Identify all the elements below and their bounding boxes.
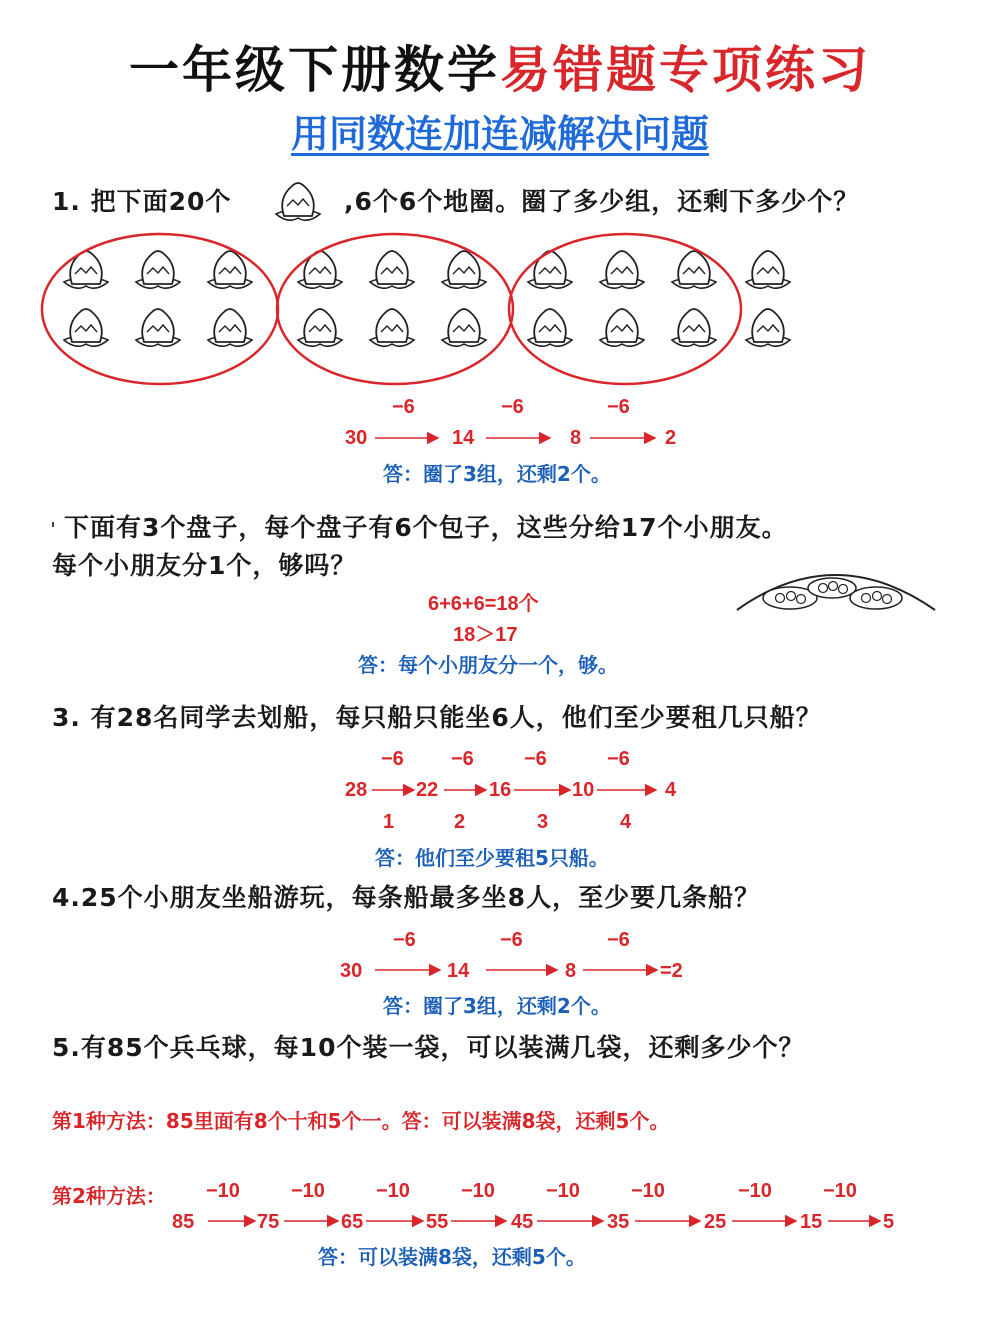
q5-op: −10	[376, 1180, 410, 1202]
peach-icon	[136, 309, 180, 346]
peach-icon	[64, 251, 108, 288]
peach-icon-inline	[276, 183, 320, 220]
q5-op: −10	[631, 1180, 665, 1202]
q1-num: 8	[570, 427, 582, 449]
q3-num: 28	[345, 779, 368, 801]
q2-answer: 答：每个小朋友分一个，够。	[358, 653, 618, 677]
q3-op: −6	[524, 748, 547, 770]
q2-calc1: 6+6+6=18个	[428, 593, 539, 615]
q3-op: −6	[381, 748, 404, 770]
q4-text: 4.25个小朋友坐船游玩，每条船最多坐8人，至少要几条船？	[52, 883, 761, 912]
q5-op: −10	[206, 1180, 240, 1202]
q5-method1: 第1种方法：85里面有8个十和5个一。答：可以装满8袋，还剩5个。	[52, 1109, 670, 1133]
q1-op: −6	[607, 396, 630, 418]
q2-line1: 下面有3个盘子，每个盘子有6个包子，这些分给17个小朋友。	[64, 513, 788, 542]
q5-num: 25	[704, 1211, 727, 1233]
q3-op: −6	[607, 748, 630, 770]
q4-num: 8	[565, 960, 577, 982]
peach-icon	[208, 309, 252, 346]
q5-num: 75	[257, 1211, 280, 1233]
q3-count: 4	[620, 811, 632, 833]
q5-num: 85	[172, 1211, 195, 1233]
q1-op: −6	[501, 396, 524, 418]
q5-op: −10	[823, 1180, 857, 1202]
q3-num: 10	[572, 779, 595, 801]
peach-icon	[298, 309, 342, 346]
q5-method2-label: 第2种方法：	[52, 1184, 166, 1208]
q5-num: 5	[883, 1211, 895, 1233]
plate-illustration	[737, 575, 935, 610]
peach-icon	[136, 251, 180, 288]
q3-num: 22	[416, 779, 439, 801]
peach-icon	[528, 251, 572, 288]
q4-op: −6	[607, 929, 630, 951]
q4-answer: 答：圈了3组，还剩2个。	[383, 994, 611, 1018]
peach-icon	[370, 251, 414, 288]
q4-op: −6	[500, 929, 523, 951]
subtitle-text: 用同数连加连减解决问题	[290, 112, 709, 156]
q3-count: 3	[537, 811, 549, 833]
q5-op: −10	[461, 1180, 495, 1202]
q3-count: 1	[383, 811, 395, 833]
q3-num: 4	[665, 779, 677, 801]
peach-grid	[64, 251, 790, 346]
q1-num: 30	[345, 427, 368, 449]
q2-number-mark	[52, 522, 59, 527]
q3-text: 3. 有28名同学去划船，每只船只能坐6人，他们至少要租几只船？	[52, 703, 822, 732]
peach-icon	[746, 309, 790, 346]
q5-num: 35	[607, 1211, 630, 1233]
q4-op: −6	[393, 929, 416, 951]
q1-answer: 答：圈了3组，还剩2个。	[383, 462, 611, 486]
q5-op: −10	[738, 1180, 772, 1202]
peach-icon	[528, 309, 572, 346]
q5-num: 65	[341, 1211, 364, 1233]
q5-num: 55	[426, 1211, 449, 1233]
q1-num: 14	[452, 427, 475, 449]
peach-icon	[298, 251, 342, 288]
q5-answer: 答：可以装满8袋，还剩5个。	[318, 1245, 586, 1269]
peach-icon	[370, 309, 414, 346]
q5-op: −10	[291, 1180, 325, 1202]
q3-answer: 答：他们至少要租5只船。	[375, 846, 609, 870]
q3-op: −6	[451, 748, 474, 770]
q1-num: 2	[665, 427, 677, 449]
q5-num: 15	[800, 1211, 823, 1233]
peach-icon	[672, 309, 716, 346]
q4-num: =2	[660, 960, 683, 982]
peach-icon	[64, 309, 108, 346]
q1-op: −6	[392, 396, 415, 418]
peach-icon	[600, 309, 644, 346]
q5-num: 45	[511, 1211, 534, 1233]
q5-text: 5.有85个兵乓球，每10个装一袋，可以装满几袋，还剩多少个？	[52, 1033, 805, 1062]
q1-text-b: ,6个6个地圈。圈了多少组，还剩下多少个？	[344, 187, 860, 216]
q3-count: 2	[454, 811, 466, 833]
peach-icon	[442, 309, 486, 346]
q4-num: 14	[447, 960, 470, 982]
title-black: 一年级下册数学	[129, 41, 500, 99]
q2-line2: 每个小朋友分1个，够吗？	[52, 551, 357, 580]
peach-icon	[746, 251, 790, 288]
q1-text-a: 1. 把下面20个	[52, 187, 232, 216]
q3-num: 16	[489, 779, 512, 801]
q2-calc2: 18＞17	[453, 624, 518, 646]
peach-icon	[600, 251, 644, 288]
q5-op: −10	[546, 1180, 580, 1202]
q4-num: 30	[340, 960, 363, 982]
title-red: 易错题专项练习	[500, 41, 871, 99]
